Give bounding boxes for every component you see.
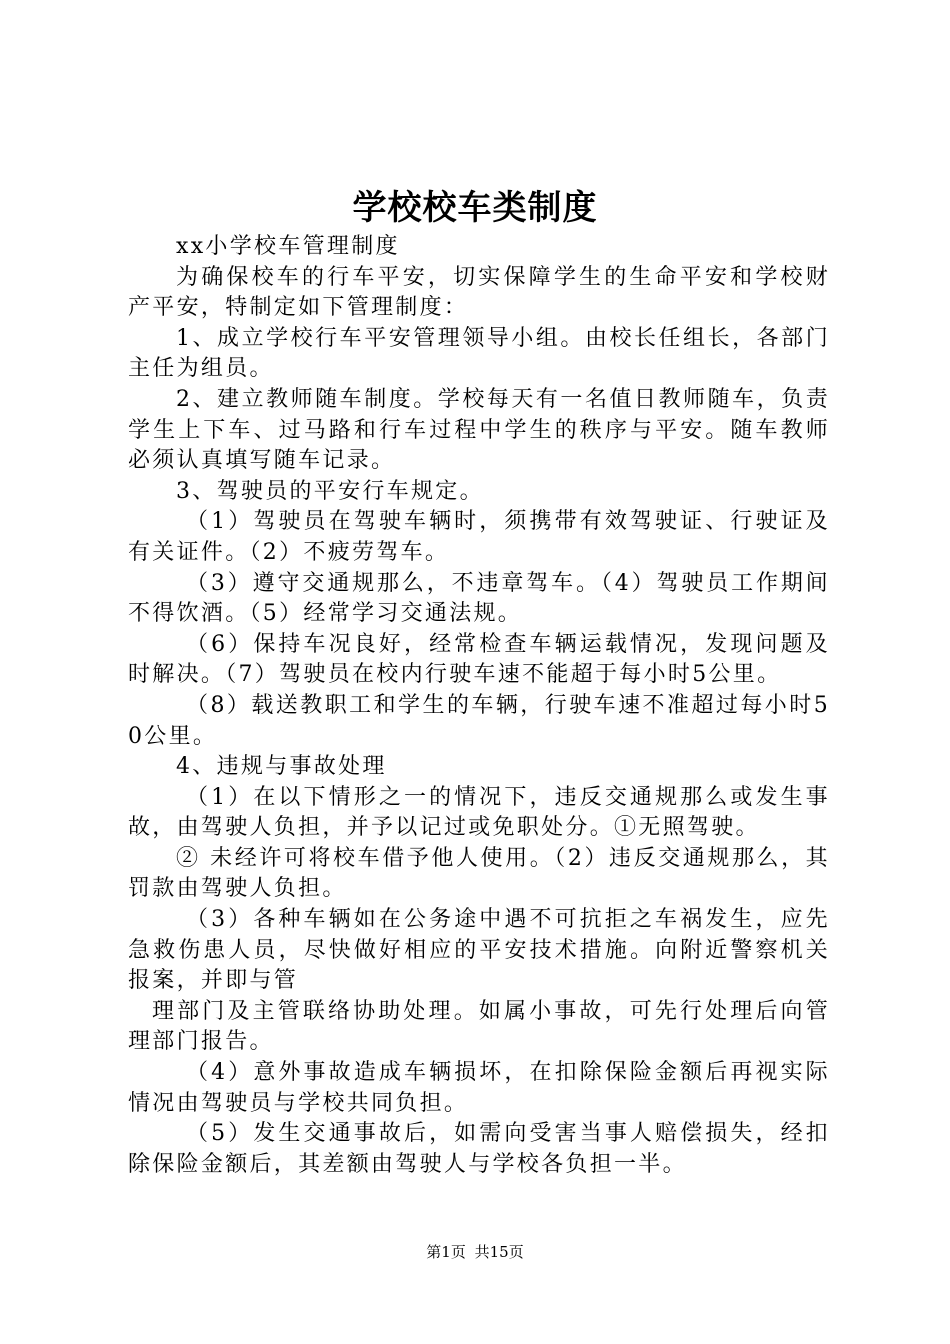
paragraph: 为确保校车的行车平安，切实保障学生的生命平安和学校财产平安，特制定如下管理制度： xyxy=(128,264,830,321)
paragraph: （8）载送教职工和学生的车辆，行驶车速不准超过每小时50公里。 xyxy=(128,692,830,749)
paragraph: （6）保持车况良好，经常检查车辆运载情况，发现问题及时解决。（7）驾驶员在校内行驶车速不能超于每小时5公里。 xyxy=(128,631,830,688)
paragraph: 3、驾驶员的平安行车规定。 xyxy=(176,478,484,504)
paragraph: （3）遵守交通规那么，不违章驾车。（4）驾驶员工作期间不得饮酒。（5）经常学习交通法规。 xyxy=(128,570,830,627)
paragraph: （3）各种车辆如在公务途中遇不可抗拒之车祸发生，应先急救伤患人员，尽快做好相应的平安技术措施。向附近警察机关报案，并即与管 xyxy=(128,907,830,994)
paragraph: 2、建立教师随车制度。学校每天有一名值日教师随车，负责学生上下车、过马路和行车过程中学生的秩序与平安。随车教师必须认真填写随车记录。 xyxy=(128,386,830,474)
document-title: 学校校车类制度 xyxy=(352,188,598,228)
page-footer xyxy=(0,1242,950,1262)
paragraph: （1）驾驶员在驾驶车辆时，须携带有效驾驶证、行驶证及有关证件。（2）不疲劳驾车。 xyxy=(128,509,830,565)
page-total: 共15页 xyxy=(474,1243,524,1261)
paragraph: （5）发生交通事故后，如需向受害当事人赔偿损失，经扣除保险金额后，其差额由驾驶人与学校各负担一半。 xyxy=(128,1121,830,1177)
page-number: 第1页 xyxy=(426,1243,466,1261)
paragraph: （4）意外事故造成车辆损坏，在扣除保险金额后再视实际情况由驾驶员与学校共同负担。 xyxy=(128,1060,830,1116)
paragraph: 理部门及主管联络协助处理。如属小事故，可先行处理后向管理部门报告。 xyxy=(128,998,830,1055)
paragraph: 1、成立学校行车平安管理领导小组。由校长任组长，各部门主任为组员。 xyxy=(128,325,830,382)
paragraph: xx小学校车管理制度 xyxy=(176,234,400,259)
paragraph: 4、违规与事故处理 xyxy=(176,754,387,780)
document-body xyxy=(128,232,830,1180)
paragraph: ② 未经许可将校车借予他人使用。（2）违反交通规那么，其罚款由驾驶人负担。 xyxy=(128,845,830,902)
paragraph: （1）在以下情形之一的情况下，违反交通规那么或发生事故，由驾驶人负担，并予以记过或免职处分。①无照驾驶。 xyxy=(128,784,830,841)
